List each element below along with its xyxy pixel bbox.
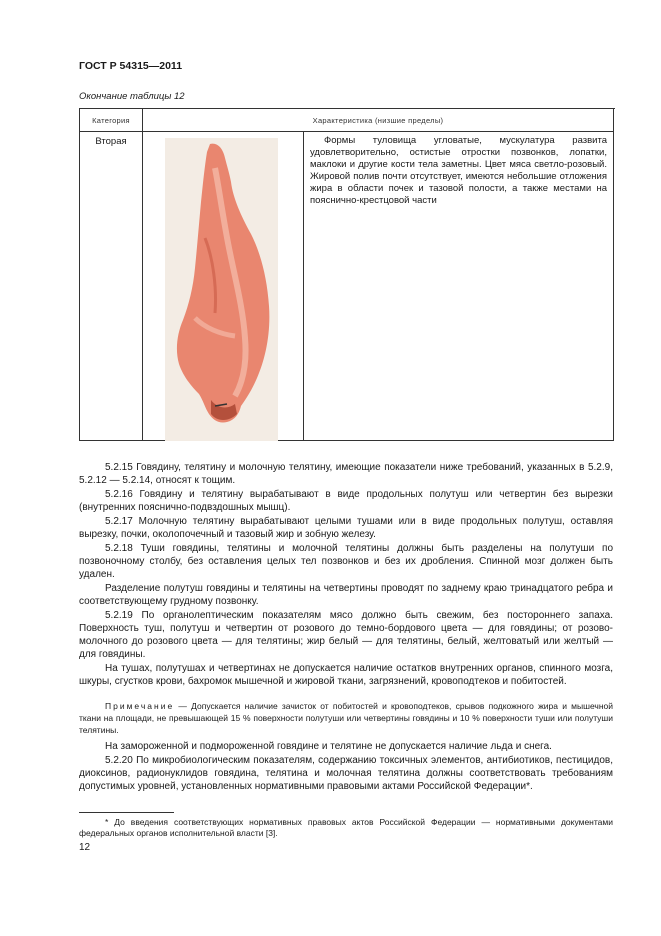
category-value: Вторая xyxy=(80,132,143,441)
paragraph-5-2-19: 5.2.19 По органолептическим показателям мясо должно быть свежим, без постороннего запаха. Поверхность туш, полутуш и четвертин от розового до темно-бордового цвета — для говядины; от розово-молочного до розового цвета — для телятины; жир белый — для телятины, белый, желтоватый или желтый — для говядины. xyxy=(79,610,613,660)
carcass-photo xyxy=(165,138,278,441)
paragraph-division: Разделение полутуш говядины и телятины на четвертины проводят по заднему краю тринадцатого ребра и соответствующему грудному позвонку. xyxy=(79,583,613,607)
header-characteristic: Характеристика (низшие пределы) xyxy=(143,109,614,132)
paragraph-5-2-20: 5.2.20 По микробиологическим показателям, содержанию токсичных элементов, антибиотиков, пестицидов, диоксинов, радионуклидов говядина, телятина и молочная телятина должны соответствовать требованиям допустимых уровней, установленных нормативными правовыми актами Российской Федерации*. xyxy=(79,755,613,792)
half-carcass-image xyxy=(165,138,278,441)
paragraph-frozen: На замороженной и подмороженной говядине и телятине не допускается наличие льда и снега. xyxy=(105,741,552,752)
footnote xyxy=(79,817,613,839)
paragraph-defects: На тушах, полутушах и четвертинах не допускается наличие остатков внутренних органов, спинного мозга, шкуры, сгустков крови, бахромок мышечной и жировой ткани, загрязнений, кровоподтеков и побитостей. xyxy=(79,663,613,687)
note-label: Примечание xyxy=(105,701,175,711)
document-title: ГОСТ Р 54315—2011 xyxy=(79,60,183,72)
page-number: 12 xyxy=(79,842,91,853)
characteristics-table xyxy=(79,108,614,441)
table-header-row xyxy=(80,109,614,132)
note-text: — Допускается наличие зачисток от побитостей и кровоподтеков, срывов подкожного жира и мышечной ткани на площади, не превышающей 15 % поверхности полутуши или четвертины говядины и 10 % поверхности туши или полутуши телятины. xyxy=(79,701,613,735)
paragraph-5-2-16: 5.2.16 Говядину и телятину вырабатывают в виде продольных полутуш или четвертин без вырезки (внутренних пояснично-подвздошных мышц). xyxy=(79,489,613,513)
paragraph-5-2-17: 5.2.17 Молочную телятину вырабатывают целыми тушами или в виде продольных полутуш, оставляя вырезку, почки, околопочечный и тазовый жир и зобную железу. xyxy=(79,516,613,540)
body-paragraphs-2 xyxy=(79,740,613,794)
paragraph-5-2-15: 5.2.15 Говядину, телятину и молочную телятину, имеющие показатели ниже требований, указанных в 5.2.9, 5.2.12 — 5.2.14, относят к тощим. xyxy=(79,462,613,486)
characteristic-description: Формы туловища угловатые, мускулатура развита удовлетворительно, остистые отростки позвонков, лопатки, маклоки и другие кости тела заметны. Цвет мяса светло-розовый. Жировой полив почти отсутствует, имеются небольшие отложения жира в области почек и тазовой полости, а также местами на пояснично-крестцовой части xyxy=(310,135,607,206)
table-caption: Окончание таблицы 12 xyxy=(79,91,185,102)
note-block xyxy=(79,700,613,736)
body-paragraphs xyxy=(79,461,613,689)
table-row xyxy=(80,132,614,441)
header-category: Категория xyxy=(80,109,143,132)
footnote-text: * До введения соответствующих нормативных правовых актов Российской Федерации — нормативными документами федеральных органов исполнительной власти [3]. xyxy=(79,817,613,838)
footnote-divider xyxy=(79,812,174,813)
paragraph-5-2-18: 5.2.18 Туши говядины, телятины и молочной телятины должны быть разделены на полутуши по позвоночному столбу, без оставления целых тел позвонков и без их дробления. Спинной мозг должен быть удален. xyxy=(79,543,613,580)
